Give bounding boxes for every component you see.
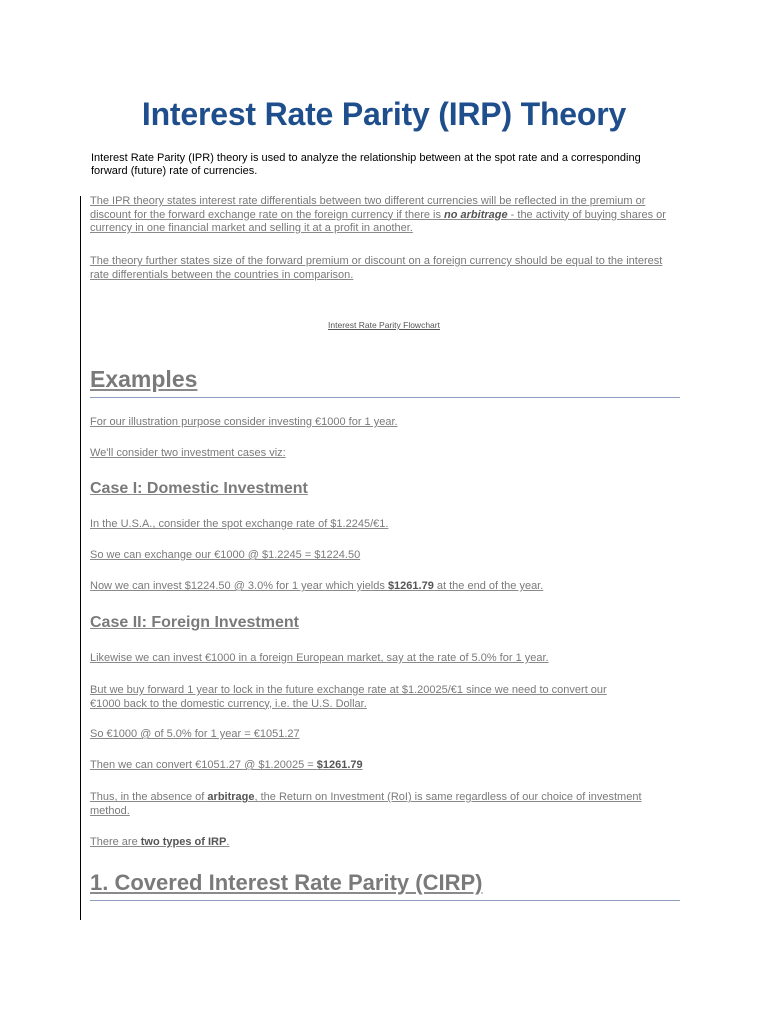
case2-paragraph-4[interactable]: Then we can convert €1051.27 @ $1.20025 = $1261.79 bbox=[90, 759, 363, 771]
arbitrage-emphasis: arbitrage bbox=[207, 791, 255, 803]
types-paragraph[interactable]: There are two types of IRP. bbox=[90, 836, 230, 848]
conclusion-paragraph[interactable]: Thus, in the absence of arbitrage, the Return on Investment (RoI) is same regardless of our choice of investment method. bbox=[90, 791, 642, 817]
examples-divider bbox=[90, 397, 680, 398]
case2-paragraph-1[interactable]: Likewise we can invest €1000 in a foreign European market, say at the rate of 5.0% for 1 year. bbox=[90, 652, 549, 664]
case1-heading[interactable]: Case I: Domestic Investment bbox=[90, 480, 308, 497]
cirp-divider bbox=[90, 900, 680, 901]
case1-paragraph-2[interactable]: So we can exchange our €1000 @ $1.2245 = $1224.50 bbox=[90, 549, 361, 561]
theory-paragraph-1[interactable]: The IPR theory states interest rate differentials between two different currencies will be reflected in the premium or discount for the forward exchange rate on the foreign currency if there is no arbitrage - the activity of buying shares or currency in one financial market and selling it at a profit in another. bbox=[90, 195, 666, 234]
examples-paragraph-1[interactable]: For our illustration purpose consider investing €1000 for 1 year. bbox=[90, 416, 398, 428]
two-types-emphasis: two types of IRP bbox=[140, 836, 227, 848]
no-arbitrage-emphasis: no arbitrage bbox=[444, 208, 508, 221]
examples-paragraph-2[interactable]: We'll consider two investment cases viz: bbox=[90, 447, 286, 459]
case2-paragraph-3[interactable]: So €1000 @ of 5.0% for 1 year = €1051.27 bbox=[90, 728, 300, 740]
intro-paragraph: Interest Rate Parity (IPR) theory is used to analyze the relationship between at the spot rate and a corresponding forward (future) rate of currencies. bbox=[91, 152, 641, 177]
page-title: Interest Rate Parity (IRP) Theory bbox=[141, 96, 627, 132]
examples-heading[interactable]: Examples bbox=[90, 366, 198, 392]
flowchart-link[interactable]: Interest Rate Parity Flowchart bbox=[328, 320, 440, 330]
case2-heading[interactable]: Case II: Foreign Investment bbox=[90, 614, 299, 631]
cirp-heading[interactable]: 1. Covered Interest Rate Parity (CIRP) bbox=[90, 870, 483, 895]
case2-paragraph-2[interactable]: But we buy forward 1 year to lock in the future exchange rate at $1.20025/€1 since we need to convert our €1000 back to the domestic currency, i.e. the U.S. Dollar. bbox=[90, 684, 607, 710]
case1-paragraph-1[interactable]: In the U.S.A., consider the spot exchange rate of $1.2245/€1. bbox=[90, 518, 389, 530]
case2-result-amount: $1261.79 bbox=[316, 759, 363, 771]
case1-paragraph-3[interactable]: Now we can invest $1224.50 @ 3.0% for 1 year which yields $1261.79 at the end of the year. bbox=[90, 580, 544, 592]
left-margin-bar bbox=[80, 196, 81, 920]
case1-result-amount: $1261.79 bbox=[387, 580, 434, 592]
theory-paragraph-2[interactable]: The theory further states size of the forward premium or discount on a foreign currency should be equal to the interest rate differentials between the countries in comparison. bbox=[90, 255, 663, 281]
